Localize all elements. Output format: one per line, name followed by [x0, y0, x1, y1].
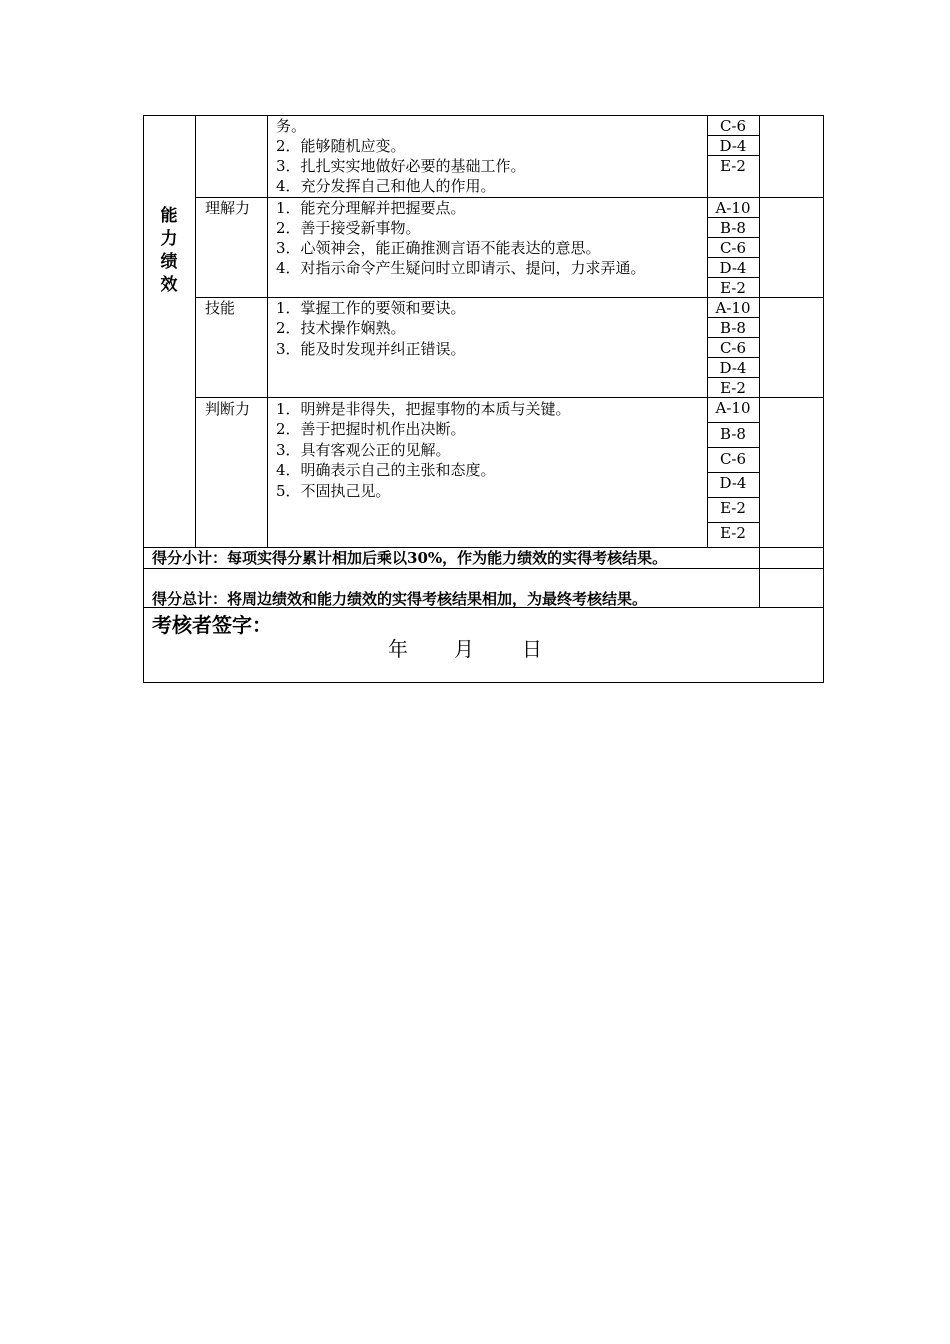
grade-option: D-4: [719, 259, 747, 277]
item-name-skill: 技能: [205, 299, 236, 317]
criteria-line: 3．能及时发现并纠正错误。: [276, 340, 466, 358]
criteria-line: 4．明确表示自己的主张和态度。: [276, 461, 496, 479]
criteria-line: 务。: [276, 117, 307, 135]
grade-option: E-2: [720, 279, 746, 297]
grade-divider: [707, 422, 759, 423]
date-year: 年: [388, 637, 408, 661]
grade-option: E-2: [720, 524, 746, 542]
grade-option: A-10: [715, 199, 751, 217]
criteria-line: 5．不固执己见。: [276, 482, 391, 500]
total-text: 得分总计：将周边绩效和能力绩效的实得考核结果相加，为最终考核结果。: [152, 590, 648, 608]
signature-label: 考核者签字：: [152, 613, 272, 637]
criteria-line: 3．扎扎实实地做好必要的基础工作。: [276, 157, 526, 175]
criteria-line: 2．技术操作娴熟。: [276, 319, 406, 337]
criteria-line: 2．善于把握时机作出决断。: [276, 420, 466, 438]
grade-option: D-4: [719, 137, 747, 155]
row-divider-total: [143, 568, 824, 569]
criteria-line: 4．对指示命令产生疑问时立即请示、提问，力求弄通。: [276, 259, 646, 277]
criteria-line: 2．善于接受新事物。: [276, 219, 421, 237]
grade-option: C-6: [719, 450, 747, 468]
grade-option: A-10: [715, 399, 751, 417]
item-name-judgment: 判断力: [205, 400, 251, 418]
grade-option: A-10: [715, 299, 751, 317]
grade-option: C-6: [719, 339, 747, 357]
grade-option: D-4: [719, 474, 747, 492]
col-divider-1: [195, 115, 196, 547]
criteria-line: 4．充分发挥自己和他人的作用。: [276, 177, 496, 195]
grade-option: B-8: [720, 219, 746, 237]
grade-option: E-2: [720, 379, 746, 397]
date-day: 日: [522, 637, 542, 661]
col-divider-2: [267, 115, 268, 547]
grade-option: C-6: [719, 117, 747, 135]
criteria-line: 3．心领神会，能正确推测言语不能表达的意思。: [276, 239, 601, 257]
date-month: 月: [454, 637, 474, 661]
criteria-line: 1．掌握工作的要领和要诀。: [276, 299, 466, 317]
subtotal-text: 得分小计：每项实得分累计相加后乘以30%，作为能力绩效的实得考核结果。: [152, 549, 668, 567]
grade-option: B-8: [720, 425, 746, 443]
criteria-line: 1．能充分理解并把握要点。: [276, 199, 466, 217]
criteria-line: 1．明辨是非得失，把握事物的本质与关键。: [276, 400, 571, 418]
item-name-comprehension: 理解力: [205, 199, 251, 217]
table-bottom-border: [143, 682, 824, 683]
grade-divider: [707, 447, 759, 448]
table-right-border: [823, 115, 824, 683]
table-left-border: [143, 115, 144, 683]
grade-option: C-6: [719, 239, 747, 257]
col-divider-4: [759, 115, 760, 607]
criteria-line: 2．能够随机应变。: [276, 137, 406, 155]
grade-option: E-2: [720, 157, 746, 175]
section-label-ability-performance: 能 力 绩 效: [160, 206, 178, 295]
criteria-line: 3．具有客观公正的见解。: [276, 441, 451, 459]
grade-option: D-4: [719, 359, 747, 377]
grade-option: E-2: [720, 499, 746, 517]
grade-option: B-8: [720, 319, 746, 337]
